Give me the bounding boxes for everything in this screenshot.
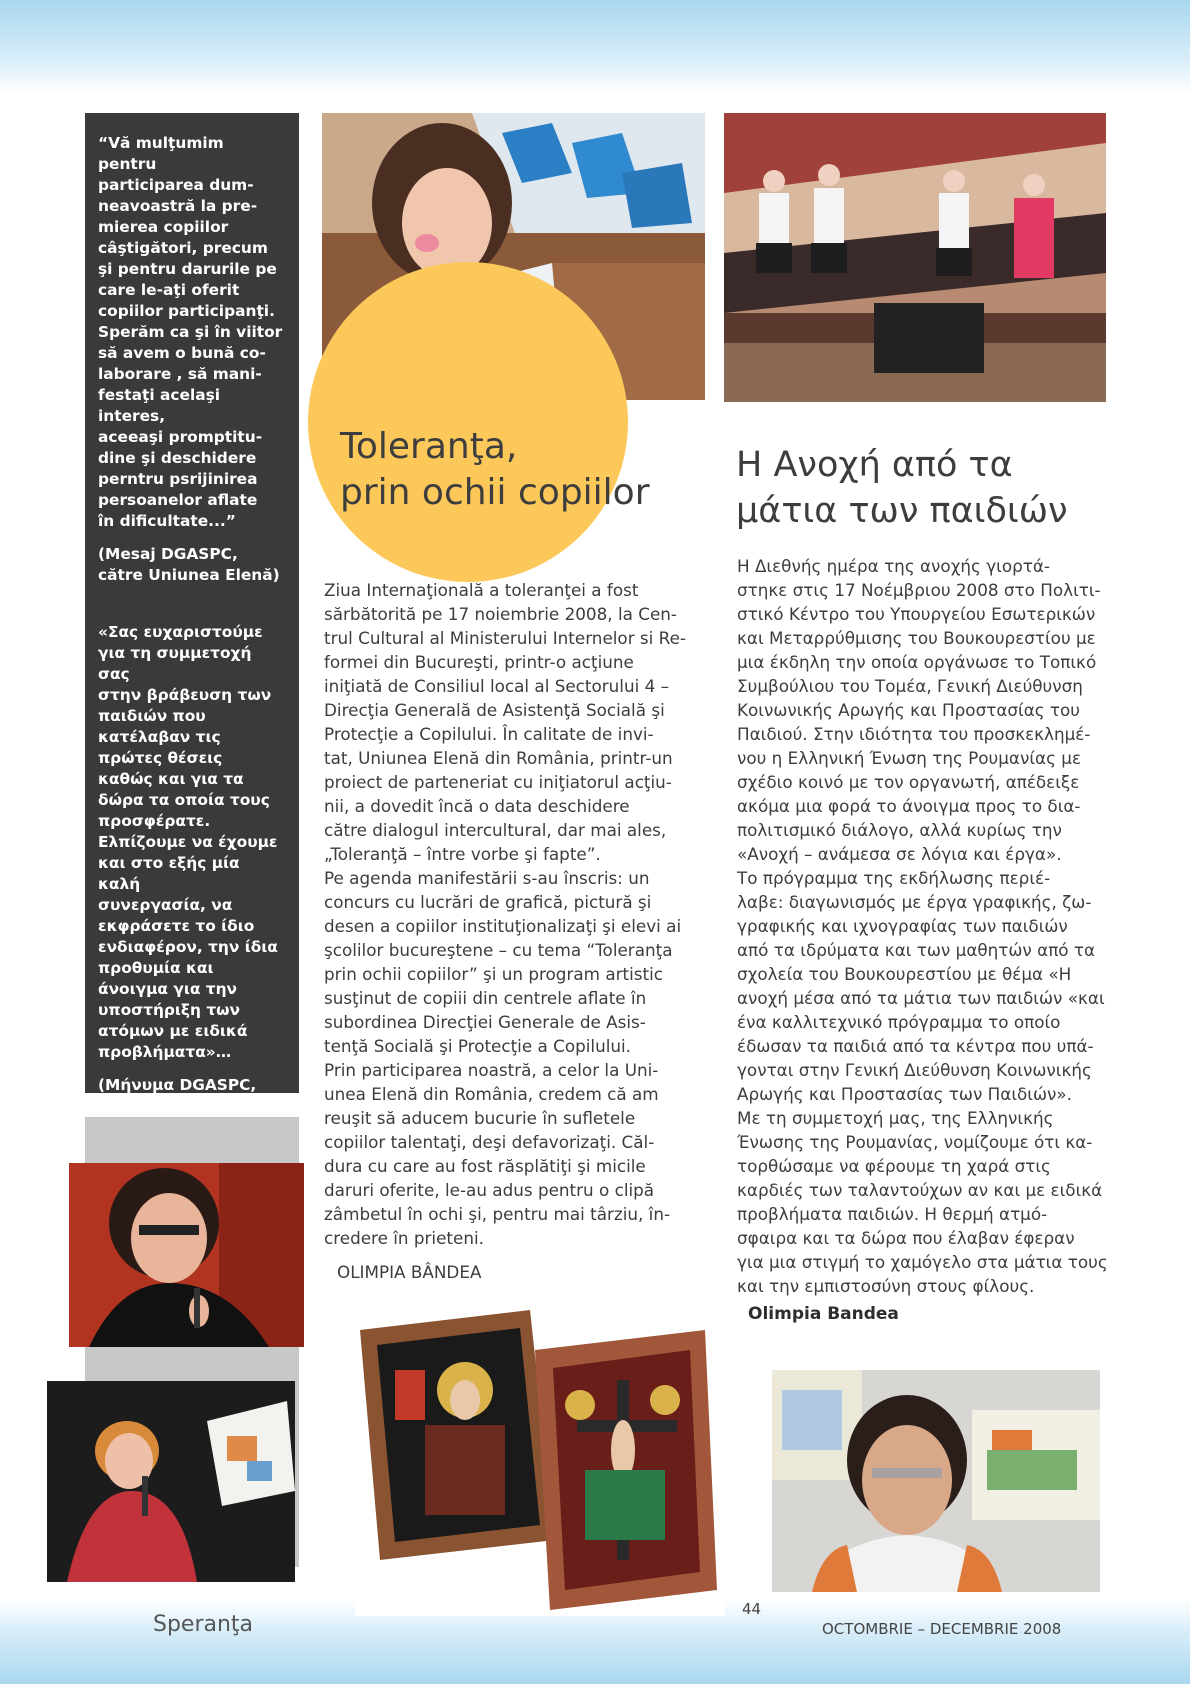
text-line: και την εμπιστοσύνη στους φίλους. (737, 1276, 1035, 1296)
text-line: daruri oferite, le-au adus pentru o clipă (324, 1180, 655, 1200)
quote-panel (85, 113, 299, 1115)
issue-date: OCTOMBRIE – DECEMBRIE 2008 (822, 1620, 1062, 1638)
quote-source-romanian: (Mesaj DGASPC, către Uniunea Elenă) (98, 545, 280, 584)
title-line: Η Ανοχή από τα (736, 445, 1013, 485)
text-line: Αρωγής και Προστασίας των Παιδιών». (737, 1084, 1072, 1104)
page-number: 44 (742, 1600, 762, 1618)
article-title-greek (736, 442, 1116, 534)
text-line: unea Elenă din România, credem că am (324, 1084, 659, 1104)
quote-source-greek: (Μήνυμα DGASPC, προς την Ελληνική (98, 1076, 263, 1115)
article-body-greek (737, 554, 1107, 1298)
text-line: για μια στιγμή το χαμόγελο στα μάτια τους (737, 1252, 1108, 1272)
text-line: λαβε: διαγωνισμός με έργα γραφικής, ζω- (737, 892, 1092, 912)
text-line: ακόμα μια φορά το άνοιγμα προς το δια- (737, 796, 1081, 816)
text-line: μια έκδηλη την οποία οργάνωσε το Τοπικό (737, 652, 1097, 672)
text-line: „Toleranţă – între vorbe şi fapte”. (324, 844, 601, 864)
top-gradient-band (0, 0, 1190, 95)
quote-romanian: “Vă mulţumim pentru participarea dum- neavoastră la pre- mierea copiilor câştigători, precum şi pentru darurile pe care le-aţi oferit copiilor participanţi. Sperăm ca şi în viitor să avem o bună co- laborare , să mani- festaţi acelaşi interes, aceeaşi promptitu- dine şi deschidere perntru psrijinirea persoanelor aflate în dificultate...” (98, 134, 283, 530)
text-line: Κοινωνικής Αρωγής και Προστασίας του (737, 700, 1081, 720)
text-line: susţinut de copiii din centrele aflate în (324, 988, 647, 1008)
text-line: iniţiată de Consiliul local al Sectorului 4 – (324, 676, 669, 696)
text-line: έδωσαν τα παιδιά από τα κέντρα που υπά- (737, 1036, 1094, 1056)
text-line: şcolilor bucureştene – cu tema “Toleranţa (324, 940, 673, 960)
photo-stage-performers (724, 113, 1106, 402)
text-line: tat, Uniunea Elenă din România, printr-un (324, 748, 673, 768)
text-line: reuşit să aducem bucurie în sufletele (324, 1108, 636, 1128)
photo-woman-with-microphone (69, 1163, 304, 1347)
signature-romanian: OLIMPIA BÂNDEA (337, 1262, 482, 1282)
text-line: tenţă Socială şi Protecţie a Copilului. (324, 1036, 632, 1056)
magazine-name: Speranţa (153, 1612, 254, 1637)
text-line: στηκε στις 17 Νοέμβριου 2008 στο Πολιτι- (737, 580, 1101, 600)
text-line: ένα καλλιτεχνικό πρόγραμμα το οποίο (737, 1012, 1061, 1032)
text-line: Ένωσης της Ρουμανίας, νομίζουμε ότι κα- (737, 1132, 1093, 1152)
text-line: trul Cultural al Ministerului Internelor si Re- (324, 628, 686, 648)
text-line: Direcţia Generală de Asistenţă Socială şi (324, 700, 665, 720)
article-title-romanian (340, 424, 670, 516)
text-line: νου η Ελληνική Ένωση της Ρουμανίας με (737, 748, 1082, 768)
quote-greek: «Σας ευχαριστούμε για τη συμμετοχή σας στην βράβευση των παιδιών που κατέλαβαν τις πρώτες θέσεις καθώς και για τα δώρα τα οποία τους προσφέρατε. Ελπίζουμε να έχουμε και στο εξής μία καλή συνεργασία, να εκφράσετε το ίδιο ενδιαφέρον, την ίδια προθυμία και άνοιγμα για την υποστήριξη των ατόμων με ειδικά προβλήματα»… (98, 623, 278, 1061)
text-line: στικό Κέντρο του Υπουργείου Εσωτερικών (737, 604, 1096, 624)
text-line: καρδιές των ταλαντούχων αν και με ειδικά (737, 1180, 1103, 1200)
signature-greek: Olimpia Bandea (748, 1304, 899, 1324)
text-line: concurs cu lucrări de grafică, pictură şi (324, 892, 652, 912)
text-line: nii, a dovedit încă o data deschidere (324, 796, 630, 816)
text-line: către dialogul intercultural, dar mai ales, (324, 820, 667, 840)
title-line: Toleranţa, (340, 426, 518, 467)
text-line: desen a copiilor instituţionalizaţi şi elevi ai (324, 916, 682, 936)
text-line: credere în prieteni. (324, 1228, 484, 1248)
text-line: proiect de parteneriat cu iniţiatorul acţiu- (324, 772, 672, 792)
title-line: μάτια των παιδιών (736, 491, 1068, 531)
text-line: Pe agenda manifestării s-au înscris: un (324, 868, 650, 888)
text-line: ανοχή μέσα από τα μάτια των παιδιών «και (737, 988, 1105, 1008)
text-line: prin ochii copiilor” şi un program artistic (324, 964, 663, 984)
text-line: Το πρόγραμμα της εκδήλωσης περιέ- (737, 868, 1051, 888)
text-line: τορθώσαμε να φέρουμε τη χαρά στις (737, 1156, 1051, 1176)
decorative-yellow-circle (308, 262, 628, 582)
text-line: προβλήματα παιδιών. Η θερμή ατμό- (737, 1204, 1048, 1224)
text-line: πολιτισμικό διάλογο, αλλά κυρίως την (737, 820, 1062, 840)
text-line: σφαιρα και τα δώρα που έλαβαν έφεραν (737, 1228, 1075, 1248)
text-line: Παιδιού. Στην ιδιότητα του προσκεκλημέ- (737, 724, 1091, 744)
text-line: zâmbetul în ochi şi, pentru mai târziu, în- (324, 1204, 671, 1224)
text-line: formei din Bucureşti, printr-o acţiune (324, 652, 634, 672)
text-line: Συμβούλιου του Τομέα, Γενική Διεύθυνση (737, 676, 1083, 696)
text-line: dura cu care au fost răsplătiţi şi micile (324, 1156, 646, 1176)
text-line: από τα ιδρύματα και των μαθητών από τα (737, 940, 1096, 960)
text-line: γραφικής και ιχνογραφίας των παιδιών (737, 916, 1068, 936)
text-line: sărbătorită pe 17 noiembrie 2008, la Cen- (324, 604, 677, 624)
text-line: «Ανοχή – ανάμεσα σε λόγια και έργα». (737, 844, 1062, 864)
text-line: και Μεταρρύθμισης του Βουκουρεστίου με (737, 628, 1096, 648)
text-line: subordinea Direcţiei Generale de Asis- (324, 1012, 646, 1032)
text-line: Protecţie a Copilului. În calitate de invi- (324, 724, 654, 744)
text-line: Ziua Internaţională a toleranţei a fost (324, 580, 639, 600)
text-line: γονται στην Γενική Διεύθυνση Κοινωνικής (737, 1060, 1092, 1080)
text-line: σχολεία του Βουκουρεστίου με θέμα «Η (737, 964, 1072, 984)
text-line: σχέδιο κοινό με τον οργανωτή, απέδειξε (737, 772, 1080, 792)
title-line: prin ochii copiilor (340, 472, 650, 513)
text-line: Prin participarea noastră, a celor la Uni- (324, 1060, 659, 1080)
text-line: Με τη συμμετοχή μας, της Ελληνικής (737, 1108, 1054, 1128)
text-line: copiilor talentaţi, deşi defavorizaţi. Căl- (324, 1132, 655, 1152)
photo-boy-with-glasses (772, 1370, 1100, 1592)
photo-woman-presenting-drawing (47, 1381, 295, 1582)
text-line: Η Διεθνής ημέρα της ανοχής γιορτά- (737, 556, 1050, 576)
article-body-romanian (324, 578, 684, 1250)
photo-icon-paintings (355, 1310, 725, 1616)
